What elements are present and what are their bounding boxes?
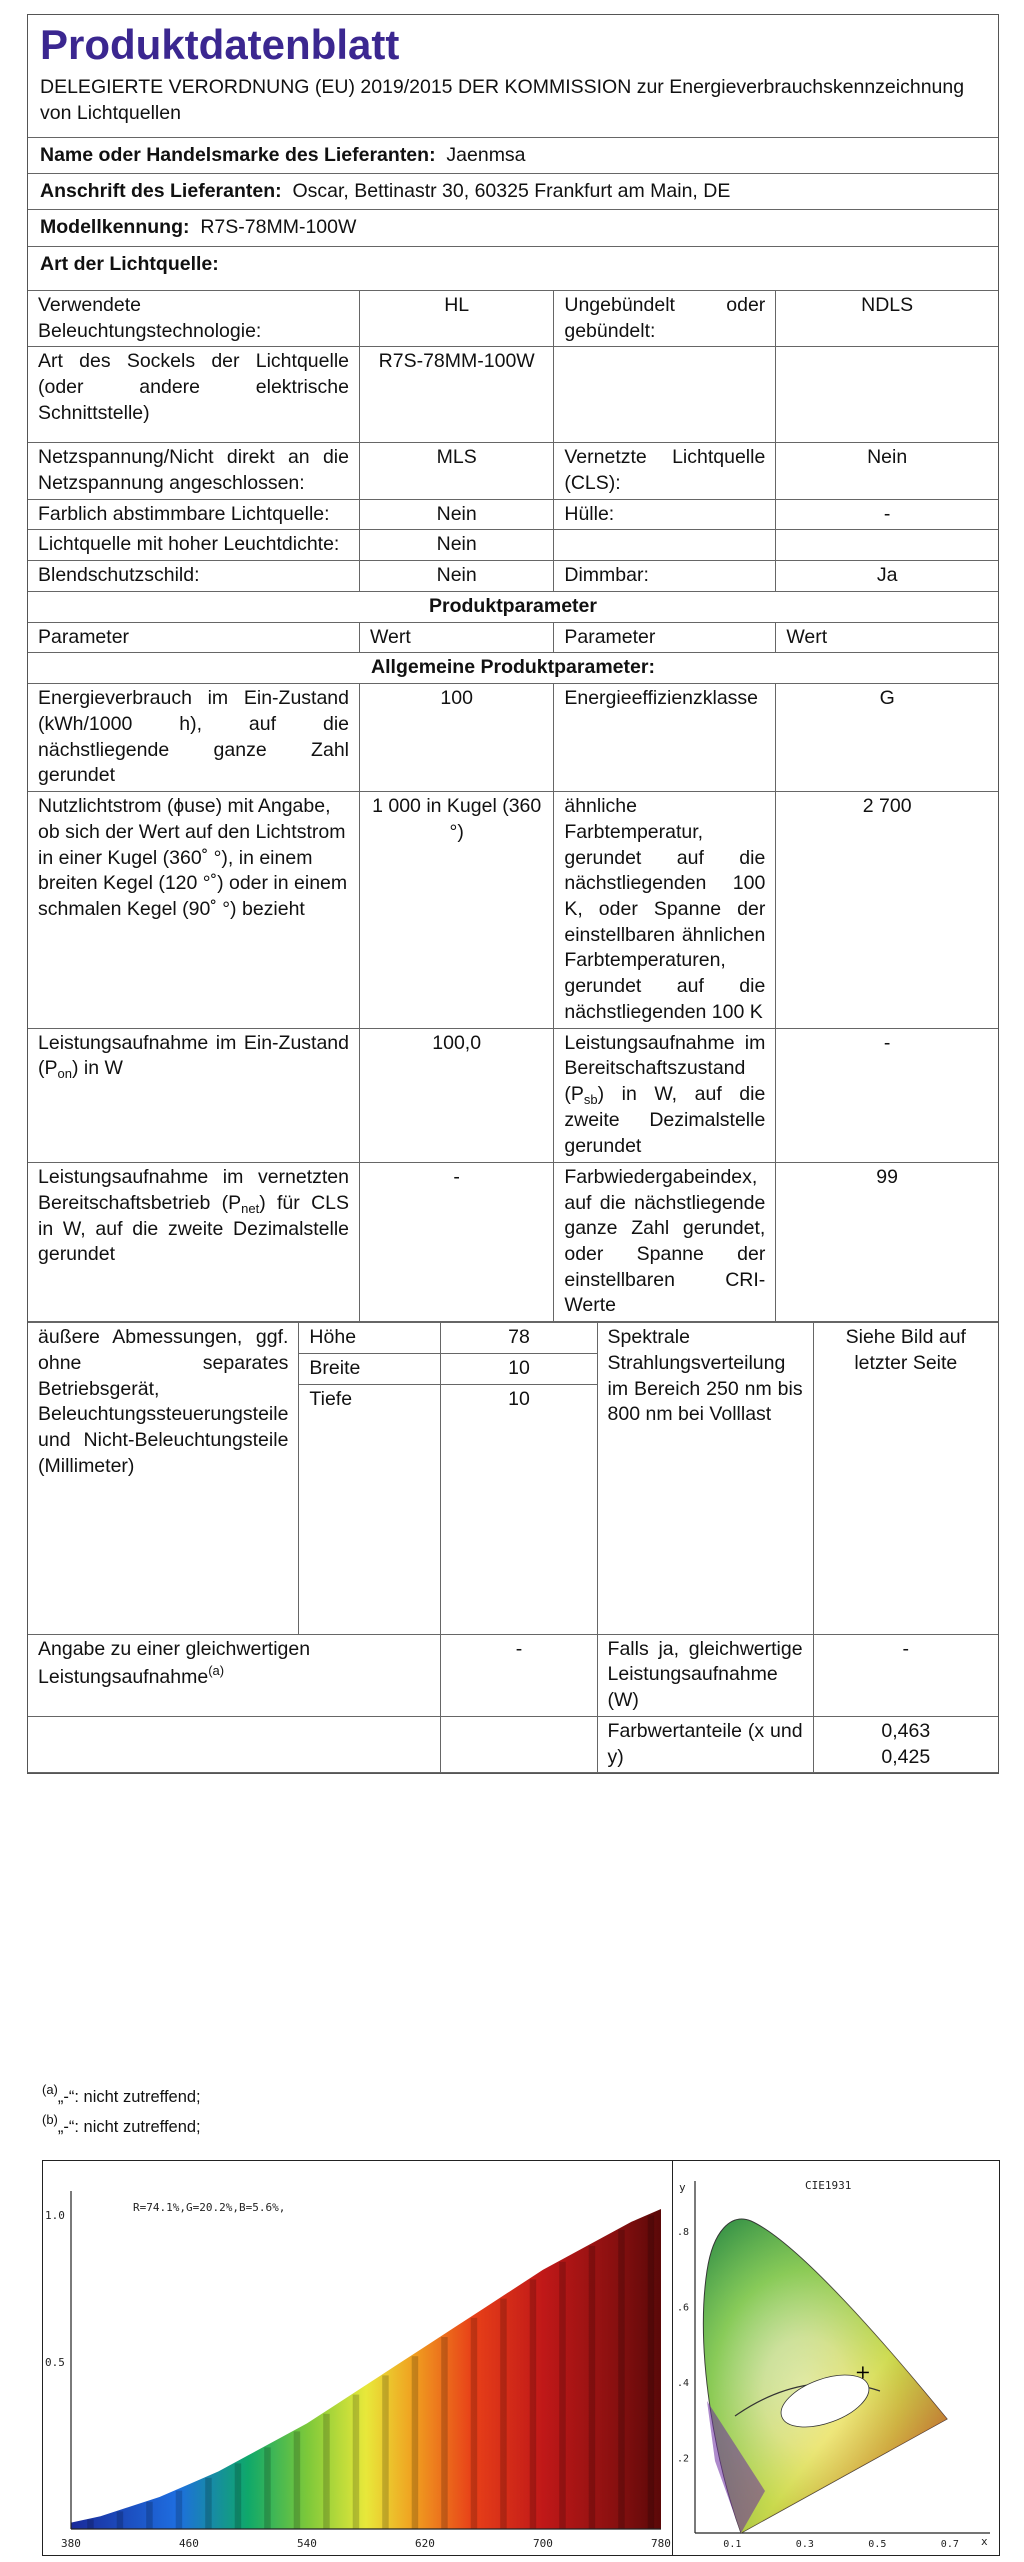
spectrum-bar: [235, 2463, 242, 2529]
spectrum-bar: [117, 2511, 124, 2529]
param-label: Lichtquelle mit hoher Leuchtdichte:: [28, 530, 360, 561]
empty-cell: [28, 1716, 441, 1772]
spectrum-bar: [530, 2279, 537, 2529]
footnote: [42, 2112, 201, 2138]
param-label: ähnliche Farbtemperatur, gerundet auf die nächstliegenden 100 K, oder Spanne der einstellbaren ähnlichen Farbtemperaturen, gerundet auf die nächstliegenden 100 K: [554, 792, 776, 1029]
param-label: [28, 1028, 360, 1162]
cie-y-tick-label: .6: [677, 2302, 690, 2314]
param-value: Nein: [360, 561, 554, 592]
param-label: äußere Abmessungen, ggf. ohne separates Betriebsgerät, Beleuchtungssteuerungsteile und Nicht-Beleuchtungsteile (Millimeter): [28, 1323, 299, 1634]
param-value: -: [776, 499, 998, 530]
x-tick-label: 540: [297, 2537, 317, 2550]
spectrum-bar: [471, 2318, 478, 2529]
spectrum-chart: [43, 2161, 673, 2555]
table-row: [28, 347, 998, 443]
address-label: Anschrift des Lieferanten:: [40, 180, 282, 203]
column-header: Wert: [360, 622, 554, 653]
spectrum-area: [71, 2209, 661, 2529]
table-row: [28, 653, 998, 684]
table-row: [28, 1634, 998, 1716]
param-value: G: [776, 684, 998, 792]
dim-label: Höhe: [299, 1323, 441, 1354]
cie-x-tick-label: 0.5: [868, 2539, 887, 2550]
spectrum-bar: [382, 2375, 389, 2529]
param-label: Netzspannung/Nicht direkt an die Netzspannung angeschlossen:: [28, 443, 360, 499]
table-row: [28, 1716, 998, 1772]
column-header: Parameter: [28, 622, 360, 653]
x-ticks: [61, 2537, 671, 2550]
column-header: Parameter: [554, 622, 776, 653]
table-row: [28, 591, 998, 622]
table-row: [28, 499, 998, 530]
table-row: [28, 1028, 998, 1162]
spectrum-bar: [441, 2337, 448, 2529]
param-value: Ja: [776, 561, 998, 592]
param-value: -: [813, 1634, 998, 1716]
param-label: Verwendete Beleuchtungstechnologie:: [28, 291, 360, 347]
source-type-row: [28, 247, 998, 291]
cie-y-tick-label: .8: [677, 2226, 690, 2238]
label-part: ) in W: [71, 1057, 123, 1080]
param-label: Ungebündelt oder gebündelt:: [554, 291, 776, 347]
table-row: [28, 684, 998, 792]
param-label: [554, 530, 776, 561]
param-label: Vernetzte Lichtquelle (CLS):: [554, 443, 776, 499]
label-subscript: sb: [583, 1092, 598, 1108]
table-row: [28, 792, 998, 1029]
general-params-heading: Allgemeine Produktparameter:: [28, 653, 998, 684]
param-value: -: [441, 1634, 597, 1716]
param-value: Siehe Bild auf letzter Seite: [813, 1323, 998, 1634]
spectrum-bar: [205, 2478, 212, 2529]
model-value: R7S-78MM-100W: [200, 216, 357, 239]
param-label: Energieeffizienzklasse: [554, 684, 776, 792]
param-label: Blendschutzschild:: [28, 561, 360, 592]
label-part: Leistungsaufnahme im Bereitschaftszustand (P: [564, 1031, 766, 1106]
product-params-heading: Produktparameter: [28, 591, 998, 622]
x-tick-label: 700: [533, 2537, 553, 2550]
param-label: Falls ja, gleichwertige Leistungsaufnahme (W): [597, 1634, 813, 1716]
table-row: [28, 291, 998, 347]
param-label: Farbwertanteile (x und y): [597, 1716, 813, 1772]
empty-cell: [441, 1716, 597, 1772]
dim-label: Breite: [299, 1353, 441, 1384]
table-row: [28, 443, 998, 499]
x-tick-label: 380: [61, 2537, 81, 2550]
param-value: 2 700: [776, 792, 998, 1029]
param-value: Nein: [360, 499, 554, 530]
spectrum-bar: [146, 2502, 153, 2529]
footnote: [42, 2082, 201, 2108]
dim-value: 10: [441, 1384, 597, 1634]
param-label: Art des Sockels der Lichtquelle (oder andere elektrische Schnittstelle): [28, 347, 360, 443]
param-label: [28, 1162, 360, 1321]
label-part: Leistungsaufnahme im vernetzten Bereitschaftsbetrieb (P: [38, 1165, 349, 1214]
spectrum-bar: [589, 2246, 596, 2529]
x-tick-label: 780: [651, 2537, 671, 2550]
param-label: Spektrale Strahlungsverteilung im Bereich 250 nm bis 800 nm bei Volllast: [597, 1323, 813, 1634]
spectrum-bar: [294, 2431, 301, 2529]
product-data-sheet: [27, 14, 999, 1774]
page-title: Produktdatenblatt: [40, 21, 400, 68]
param-value: MLS: [360, 443, 554, 499]
supplier-value: Jaenmsa: [446, 143, 526, 166]
y-tick-label: 0.5: [45, 2356, 65, 2369]
spectrum-bar: [618, 2230, 625, 2529]
spectrum-svg: [43, 2161, 673, 2555]
cie-x-tick-label: 0.1: [723, 2539, 742, 2550]
spectrum-bar: [176, 2491, 183, 2529]
address-row: [28, 174, 998, 210]
param-value: [776, 347, 998, 443]
table-row: [28, 1162, 998, 1321]
cie-x-tick-label: 0.7: [940, 2539, 959, 2550]
column-header: Wert: [776, 622, 998, 653]
footnote-text: „-“: nicht zutreffend;: [57, 2088, 201, 2106]
spectrum-bars: [71, 2209, 661, 2529]
label-part: Angabe zu einer gleichwertigen Leistungsaufnahme: [38, 1637, 311, 1689]
footnote-mark: (a): [42, 2082, 58, 2097]
x-tick-label: 460: [179, 2537, 199, 2550]
spectrum-bar: [559, 2262, 566, 2529]
spectrum-bar: [648, 2215, 655, 2529]
param-label: Nutzlichtstrom (ɸuse) mit Angabe, ob sich der Wert auf den Lichtstrom in einer Kugel (360˚ °), in einem breiten Kegel (120 °˚) oder in einem schmalen Kegel (90˚ °) bezieht: [28, 792, 360, 1029]
spectrum-bar: [412, 2356, 419, 2529]
param-label: Hülle:: [554, 499, 776, 530]
cie-y-tick-label: .4: [677, 2377, 690, 2389]
param-value: Nein: [360, 530, 554, 561]
param-label: Dimmbar:: [554, 561, 776, 592]
dimensions-table: [28, 1322, 998, 1773]
label-part: Leistungsaufnahme im Ein-Zustand (P: [38, 1031, 349, 1080]
param-value: HL: [360, 291, 554, 347]
spectrum-bar: [500, 2299, 507, 2529]
param-value: -: [360, 1162, 554, 1321]
cie-y-tick-label: .2: [677, 2453, 690, 2465]
label-subscript: on: [57, 1066, 72, 1082]
supplier-row: [28, 138, 998, 174]
footnote-mark: (b): [42, 2112, 58, 2127]
param-label: [554, 347, 776, 443]
cie-y-label: y: [679, 2181, 686, 2194]
spectrum-bar: [353, 2395, 360, 2529]
spectrum-bar: [87, 2519, 94, 2529]
table-row: [28, 622, 998, 653]
param-value: 99: [776, 1162, 998, 1321]
address-value: Oscar, Bettinastr 30, 60325 Frankfurt am Main, DE: [292, 180, 731, 203]
label-superscript: (a): [208, 1663, 225, 1679]
table-row: [28, 530, 998, 561]
param-value: 1 000 in Kugel (360 °): [360, 792, 554, 1029]
spectrum-bar: [323, 2414, 330, 2529]
x-tick-label: 620: [415, 2537, 435, 2550]
cie-svg: [675, 2161, 999, 2555]
param-value: [776, 530, 998, 561]
param-label: Farblich abstimmbare Lichtquelle:: [28, 499, 360, 530]
param-value: [813, 1716, 998, 1772]
footnote-text: „-“: nicht zutreffend;: [57, 2118, 201, 2136]
dim-value: 10: [441, 1353, 597, 1384]
param-value: 100: [360, 684, 554, 792]
spectrum-figure: [42, 2160, 1000, 2556]
source-table: [28, 291, 998, 1322]
model-row: [28, 210, 998, 246]
param-value: NDLS: [776, 291, 998, 347]
table-row: [28, 1323, 998, 1354]
chroma-x: 0,463: [881, 1719, 931, 1742]
param-value: -: [776, 1028, 998, 1162]
param-value: Nein: [776, 443, 998, 499]
dim-value: 78: [441, 1323, 597, 1354]
source-type-label: Art der Lichtquelle:: [40, 252, 219, 275]
param-label: [554, 1028, 776, 1162]
label-part: für CLS in W, auf die zweite Dezimalstelle gerundet: [38, 1191, 349, 1266]
cie-x-label: x: [981, 2535, 988, 2548]
chroma-y: 0,425: [881, 1745, 931, 1768]
model-label: Modellkennung:: [40, 216, 190, 239]
cie-chart: [675, 2161, 999, 2555]
param-label: Energieverbrauch im Ein-Zustand (kWh/1000 h), auf die nächstliegende ganze Zahl gerundet: [28, 684, 360, 792]
cie-x-tick-label: 0.3: [795, 2539, 814, 2550]
dim-label: Tiefe: [299, 1384, 441, 1634]
param-label: [28, 1634, 441, 1716]
regulation-subtitle: DELEGIERTE VERORDNUNG (EU) 2019/2015 DER KOMMISSION zur Energieverbrauchskennzeichnung von Lichtquellen: [28, 71, 998, 137]
spectrum-bar: [264, 2447, 271, 2529]
label-subscript: net: [241, 1200, 260, 1216]
label-part: ): [259, 1191, 266, 1214]
label-part: ) in W, auf die zweite Dezimalstelle gerundet: [564, 1083, 766, 1158]
param-label: Farbwiedergabeindex, auf die nächstliegende ganze Zahl gerundet, oder Spanne der einstellbaren CRI-Werte: [554, 1162, 776, 1321]
cie-title: CIE1931: [805, 2179, 852, 2192]
param-value: 100,0: [360, 1028, 554, 1162]
table-row: [28, 561, 998, 592]
rgb-annotation: R=74.1%,G=20.2%,B=5.6%,: [133, 2201, 286, 2214]
param-value: R7S-78MM-100W: [360, 347, 554, 443]
supplier-label: Name oder Handelsmarke des Lieferanten:: [40, 143, 436, 166]
y-tick-label: 1.0: [45, 2209, 65, 2222]
